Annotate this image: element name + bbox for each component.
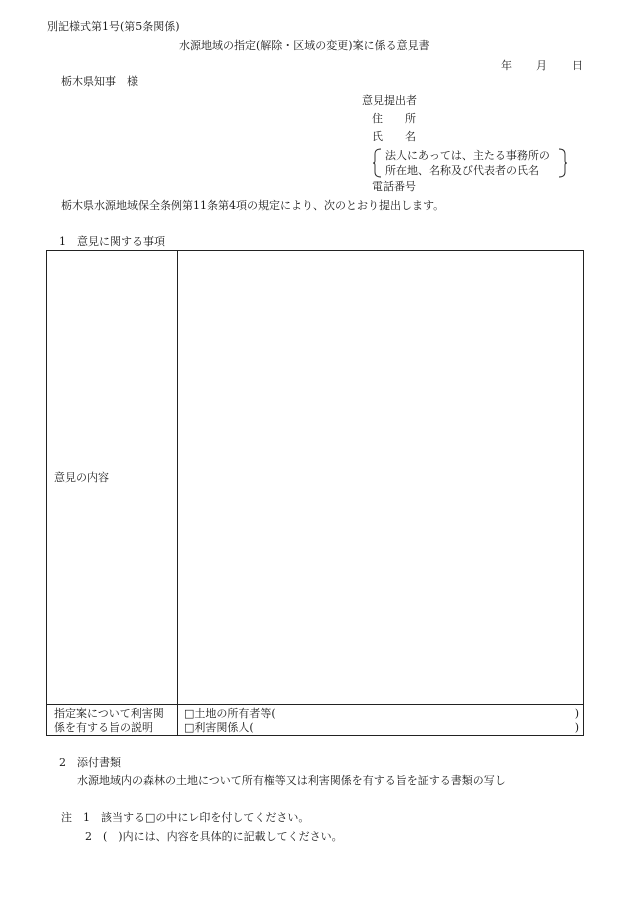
opinion-content-field[interactable] — [178, 251, 584, 704]
option-interested-party-close: ) — [574, 721, 579, 734]
section1-heading: 1 意見に関する事項 — [59, 235, 165, 248]
date-month: 月 — [536, 59, 547, 72]
name-label: 氏 名 — [372, 130, 416, 143]
option-landowner-close: ) — [574, 707, 579, 720]
date-year: 年 — [501, 59, 512, 72]
interest-label-line2: 係を有する旨の説明 — [54, 721, 153, 734]
option-landowner-label: □土地の所有者等( — [184, 707, 276, 720]
note-1: 注 1 該当する□の中にレ印を付してください。 — [61, 811, 310, 824]
section2-heading: 2 添付書類 — [59, 756, 121, 769]
corporate-note-line2: 所在地、名称及び代表者の氏名 — [385, 164, 539, 177]
form-number: 別記様式第1号(第5条関係) — [47, 20, 180, 33]
table-divider-horizontal — [47, 704, 583, 705]
option-landowner[interactable] — [184, 708, 579, 721]
option-interested-party[interactable] — [184, 722, 579, 735]
addressee: 栃木県知事 様 — [61, 75, 138, 88]
option-interested-party-label: □利害関係人( — [184, 721, 254, 734]
corporate-note-line1: 法人にあっては、主たる事務所の — [385, 149, 550, 162]
opinion-table — [46, 250, 584, 736]
address-label: 住 所 — [372, 112, 416, 125]
interest-label-line1: 指定案について利害関 — [54, 707, 164, 720]
note-2: 2 ( )内には、内容を具体的に記載してください。 — [85, 830, 343, 843]
section2-body: 水源地域内の森林の土地について所有権等又は利害関係を有する旨を証する書類の写し — [77, 774, 506, 787]
submitter-heading: 意見提出者 — [362, 94, 417, 107]
intro-text: 栃木県水源地域保全条例第11条第4項の規定により、次のとおり提出します。 — [61, 199, 445, 212]
opinion-content-label: 意見の内容 — [54, 471, 109, 484]
phone-label: 電話番号 — [372, 180, 416, 193]
document-title: 水源地域の指定(解除・区域の変更)案に係る意見書 — [179, 39, 430, 52]
date-day: 日 — [572, 59, 583, 72]
